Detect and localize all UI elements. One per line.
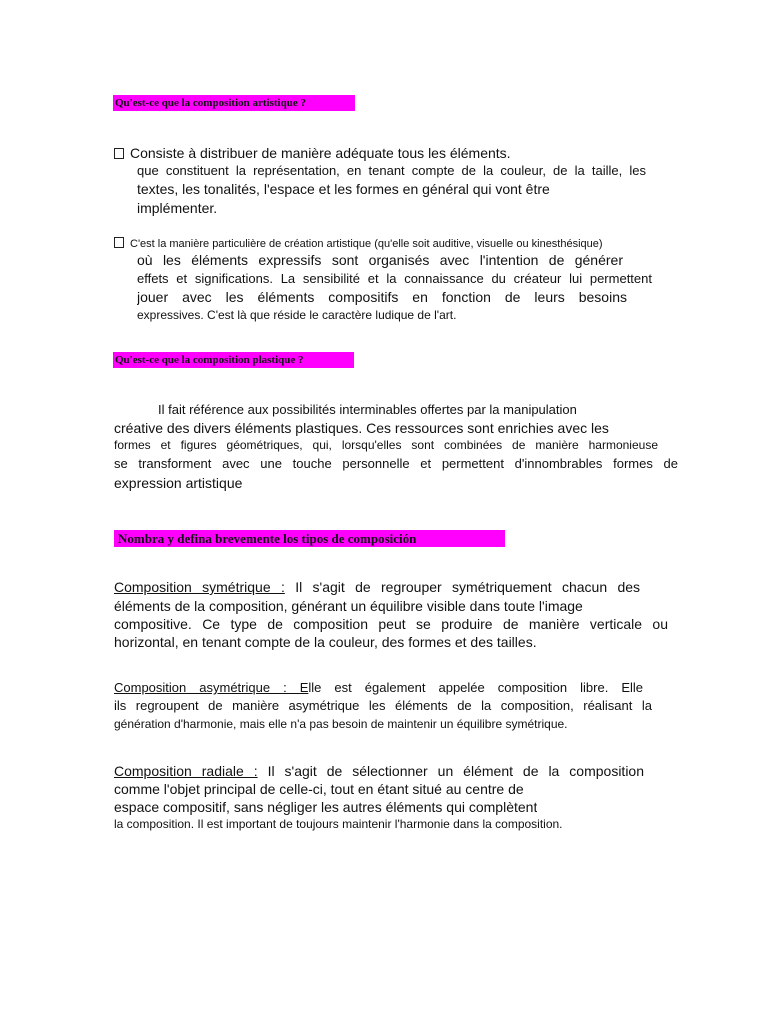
heading-tipos-composicion: Nombra y defina brevemente los tipos de composición (114, 530, 505, 547)
p3-line-2: créative des divers éléments plastiques. Ces ressources sont enrichies avec les (114, 420, 609, 436)
heading-composition-plastique: Qu'est-ce que la composition plastique ? (113, 352, 354, 368)
p1-line-1: Consiste à distribuer de manière adéquate tous les éléments. (114, 144, 511, 162)
asym-line-2: ils regroupent de manière asymétrique les éléments de la composition, réalisant la (114, 698, 652, 713)
bullet-box-icon (114, 148, 124, 159)
rad-line-3: espace compositif, sans négliger les autres éléments qui complètent (114, 799, 538, 815)
sym-line-3: compositive. Ce type de composition peut se produire de manière verticale ou (114, 616, 668, 632)
p1-line-2: que constituent la représentation, en tenant compte de la couleur, de la taille, les (137, 163, 646, 178)
rad-line-1: Composition radiale : Il s'agit de sélectionner un élément de la composition (114, 763, 644, 779)
asym-line-1: Composition asymétrique : Elle est également appelée composition libre. Elle (114, 680, 643, 695)
p2-line-3: effets et significations. La sensibilité et la connaissance du créateur lui permettent (137, 271, 652, 286)
sym-line-4: horizontal, en tenant compte de la couleur, des formes et des tailles. (114, 634, 537, 650)
p1-line-3: textes, les tonalités, l'espace et les formes en général qui vont être (137, 181, 550, 197)
p1-line-4: implémenter. (137, 200, 218, 216)
p3-line-1: Il fait référence aux possibilités interminables offertes par la manipulation (158, 402, 577, 417)
heading-composition-artistique: Qu'est-ce que la composition artistique ? (113, 95, 355, 111)
term-composition-asymetrique: Composition asymétrique : E (114, 680, 309, 695)
sym-line-1: Composition symétrique : Il s'agit de regrouper symétriquement chacun des (114, 579, 640, 595)
p3-line-4: se transforment avec une touche personnelle et permettent d'innombrables formes de (114, 456, 678, 471)
p3-line-5: expression artistique (114, 475, 243, 491)
term-composition-radiale: Composition radiale : (114, 763, 258, 779)
sym-line-2: éléments de la composition, générant un équilibre visible dans toute l'image (114, 598, 583, 614)
rad-line-2: comme l'objet principal de celle-ci, tout en étant situé au centre de (114, 781, 524, 797)
bullet-box-icon (114, 237, 124, 248)
p2-line-2: où les éléments expressifs sont organisés avec l'intention de générer (137, 252, 623, 268)
rad-line-4: la composition. Il est important de toujours maintenir l'harmonie dans la composition. (114, 817, 563, 831)
p3-line-3: formes et figures géométriques, qui, lorsqu'elles sont combinées de manière harmonieuse (114, 438, 658, 452)
term-composition-symetrique: Composition symétrique : (114, 579, 285, 595)
p2-line-5: expressives. C'est là que réside le caractère ludique de l'art. (137, 308, 457, 322)
asym-line-3: génération d'harmonie, mais elle n'a pas besoin de maintenir un équilibre symétrique. (114, 717, 568, 731)
p2-line-1: C'est la manière particulière de création artistique (qu'elle soit auditive, visuelle ou kinesthésique) (114, 237, 603, 251)
p2-line-4: jouer avec les éléments compositifs en fonction de leurs besoins (137, 289, 627, 305)
